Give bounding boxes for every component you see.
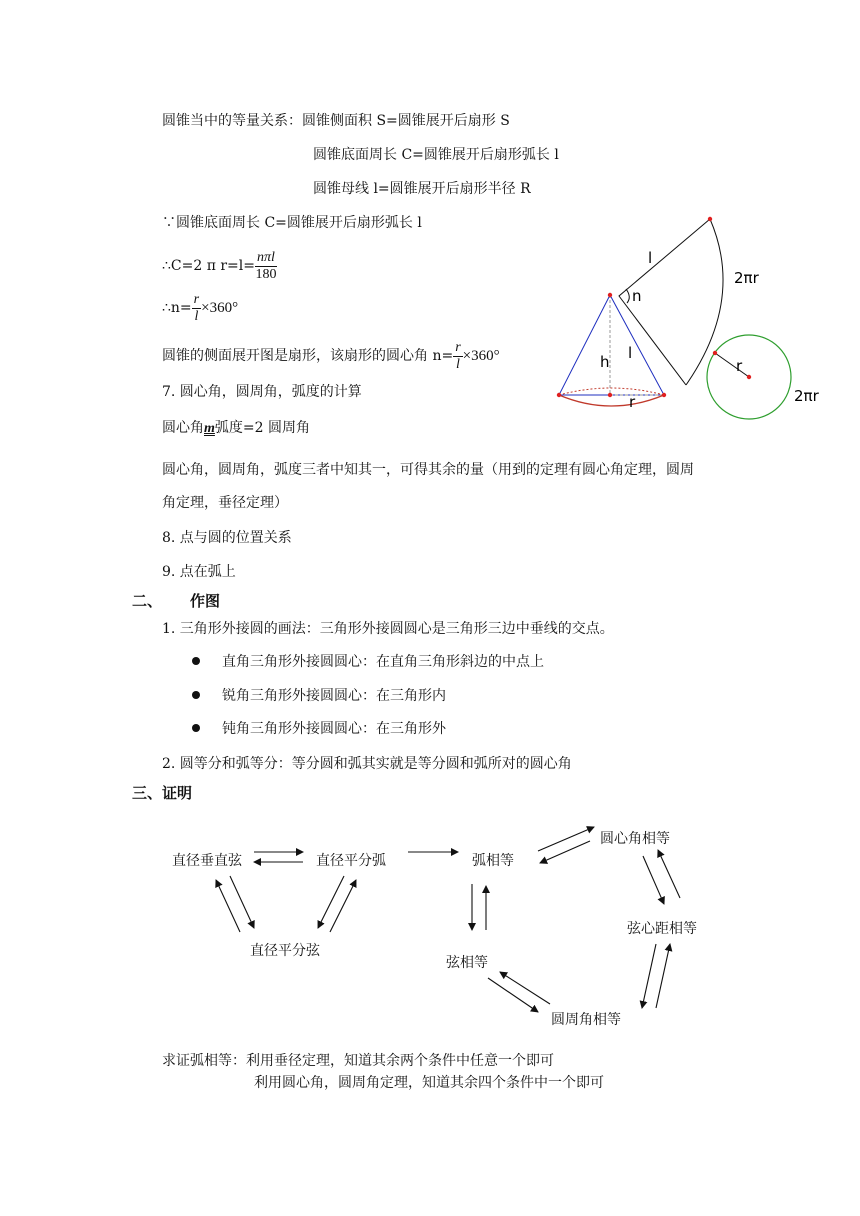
angle-relation-b: 弧度=2 圆周角 (214, 420, 310, 436)
formula-c-prefix: ∴C=2 π r=l= (162, 258, 255, 274)
sector-angle-prefix: 圆锥的侧面展开图是扇形，该扇形的圆心角 n= (162, 348, 454, 364)
item-7: 7. 圆心角，圆周角，弧度的计算 (162, 384, 362, 400)
node-diameter-bisects-chord: 直径平分弦 (250, 943, 320, 959)
formula-n-den: l (194, 308, 199, 324)
arrow (500, 972, 550, 1004)
proof-line-1: 求证弧相等：利用垂径定理，知道其余两个条件中任意一个即可 (162, 1053, 554, 1069)
item-9: 9. 点在弧上 (162, 564, 236, 580)
equals-measure-symbol: m (204, 421, 215, 436)
item-8: 8. 点与圆的位置关系 (162, 530, 292, 546)
formula-c-num: nπl (257, 249, 275, 265)
arrow (643, 856, 664, 904)
section-2-item-2: 2. 圆等分和弧等分：等分圆和弧其实就是等分圆和弧所对的圆心角 (162, 756, 572, 772)
formula-n-prefix: ∴n= (162, 300, 192, 316)
angle-explain-2: 角定理，垂径定理） (162, 495, 288, 511)
bullet-text: 钝角三角形外接圆圆心：在三角形外 (222, 721, 446, 737)
angle-relation-a: 圆心角 (162, 420, 204, 436)
label-l-side: l (628, 344, 633, 362)
arrow (230, 876, 254, 928)
node-chords-equal: 弦相等 (446, 955, 488, 971)
node-diameter-perpendicular-chord: 直径垂直弦 (172, 853, 242, 869)
formula-c-den: 180 (255, 266, 277, 282)
formula-n-suffix: ×360° (201, 300, 239, 316)
node-central-angles-equal: 圆心角相等 (600, 831, 670, 847)
label-r-circle: r (736, 357, 743, 375)
arrow (216, 880, 240, 932)
node-diameter-bisects-arc: 直径平分弧 (316, 853, 386, 869)
angle-explain-1: 圆心角，圆周角，弧度三者中知其一，可得其余的量（用到的定理有圆心角定理，圆周 (162, 462, 694, 478)
label-r-base: r (629, 393, 636, 411)
label-l-top: l (648, 249, 653, 267)
label-h: h (600, 353, 610, 371)
bullet-text: 锐角三角形外接圆圆心：在三角形内 (222, 688, 446, 704)
arrow (642, 944, 656, 1008)
section-2-title: 作图 (190, 592, 221, 610)
bullet-text: 直角三角形外接圆圆心：在直角三角形斜边的中点上 (222, 654, 544, 670)
arrow (538, 827, 594, 851)
sector-angle-suffix: ×360° (462, 348, 500, 364)
arrow (540, 841, 590, 863)
arrow (658, 850, 680, 898)
section-2-num: 二、 (132, 592, 163, 610)
section-3-title: 三、证明 (132, 784, 193, 802)
arrow (330, 880, 356, 932)
node-chord-distances-equal: 弦心距相等 (627, 921, 697, 937)
node-inscribed-angles-equal: 圆周角相等 (551, 1012, 621, 1028)
arrow (318, 876, 344, 928)
label-n: n (632, 287, 642, 305)
equality-intro: 圆锥当中的等量关系：圆锥侧面积 S=圆锥展开后扇形 S (162, 113, 510, 129)
sector-angle-den: l (455, 356, 460, 372)
section-2-item-1: 1. 三角形外接圆的画法：三角形外接圆圆心是三角形三边中垂线的交点。 (162, 621, 614, 637)
sector-angle-num: r (455, 339, 461, 355)
proof-line-2: 利用圆心角，圆周角定理，知道其余四个条件中一个即可 (254, 1075, 604, 1091)
formula-n-num: r (193, 291, 200, 307)
equality-perimeter: 圆锥底面周长 C=圆锥展开后扇形弧长 l (313, 147, 559, 163)
arrow (656, 944, 670, 1008)
arrow (488, 978, 538, 1012)
equality-generatrix: 圆锥母线 l=圆锥展开后扇形半径 R (313, 181, 531, 197)
label-arc: 2πr (734, 269, 759, 287)
label-circumference: 2πr (794, 387, 819, 405)
because-line: ∵圆锥底面周长 C=圆锥展开后扇形弧长 l (162, 215, 422, 231)
node-arcs-equal: 弧相等 (472, 853, 514, 869)
